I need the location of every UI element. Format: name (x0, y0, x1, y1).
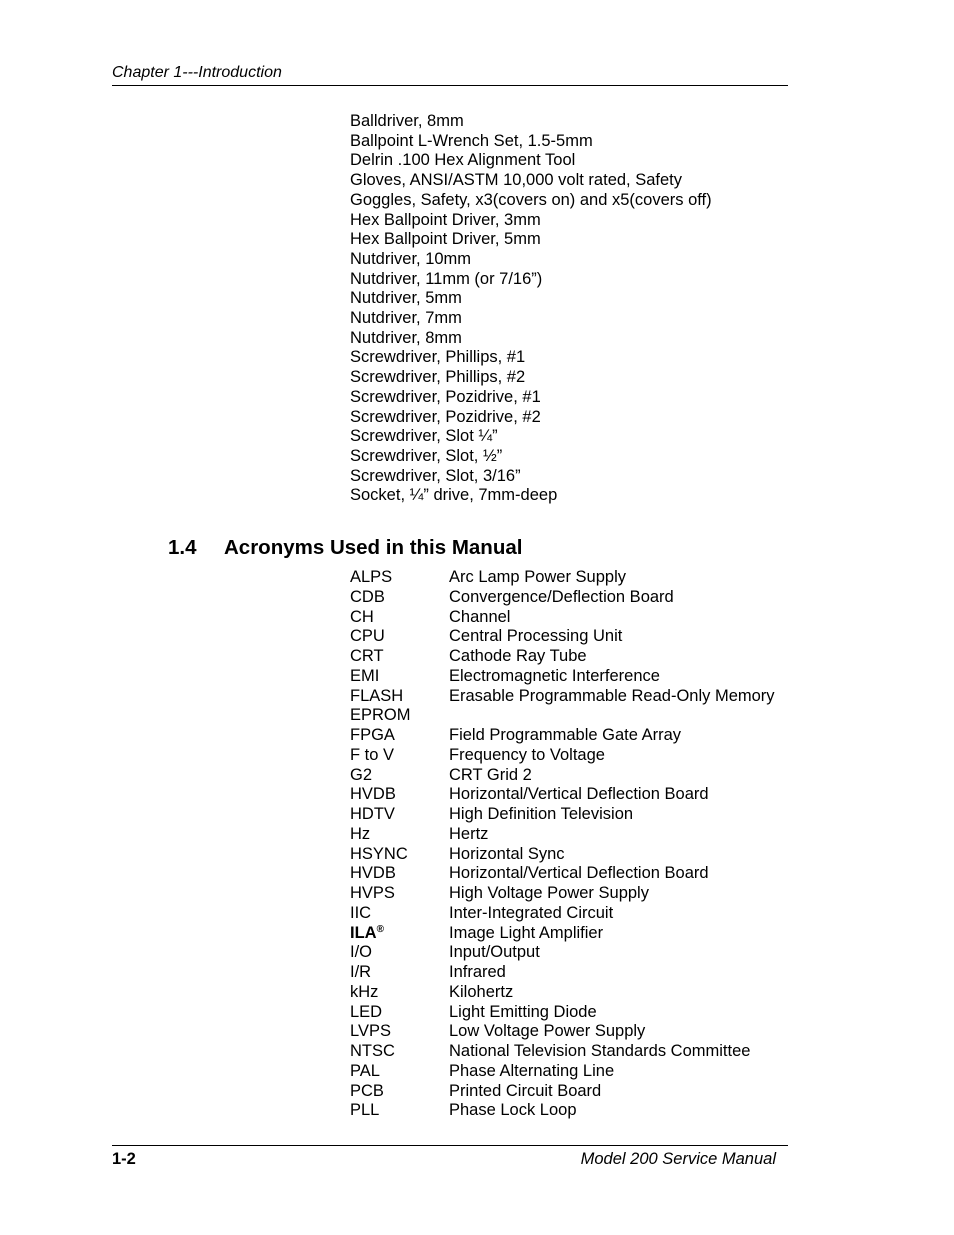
acronym-meaning: Arc Lamp Power Supply (449, 568, 626, 586)
acronym-abbr-text: HSYNC (350, 844, 408, 863)
acronym-meaning: High Voltage Power Supply (449, 884, 649, 902)
section-number: 1.4 (168, 536, 197, 559)
acronym-abbr-text: NTSC (350, 1042, 395, 1060)
acronym-meaning: Inter-Integrated Circuit (449, 903, 614, 922)
tool-item: Screwdriver, Phillips, #2 (350, 368, 526, 387)
acronym-meaning: CRT Grid 2 (449, 765, 532, 784)
acronym-meaning: Horizontal Sync (449, 844, 565, 863)
page-header (112, 63, 788, 86)
tool-item: Nutdriver, 11mm (or 7/16”) (350, 269, 543, 288)
acronym-abbr-text: HVDB (350, 785, 396, 804)
acronym-row (350, 805, 775, 825)
acronym-meaning: Field Programmable Gate Array (449, 726, 682, 744)
acronym-abbr-text: ALPS (350, 568, 393, 586)
acronym-abbr-text: FLASH (350, 686, 404, 705)
acronym-abbr (350, 904, 449, 924)
manual-title: Model 200 Service Manual (580, 1150, 776, 1168)
tool-item: Nutdriver, 8mm (350, 328, 462, 347)
tool-item: Nutdriver, 5mm (350, 289, 462, 308)
acronym-abbr-text: LVPS (350, 1022, 391, 1041)
acronym-abbr (350, 845, 449, 865)
acronym-meaning: High Definition Television (449, 805, 634, 823)
acronym-row (350, 726, 775, 746)
acronym-row (350, 647, 775, 667)
acronym-abbr (350, 983, 449, 1003)
acronym-row (350, 963, 775, 983)
acronym-meaning: Hertz (449, 824, 489, 843)
acronym-abbr-text: HVPS (350, 884, 395, 902)
acronym-row (350, 687, 775, 707)
acronym-row (350, 667, 775, 687)
acronym-abbr-text: PAL (350, 1061, 380, 1080)
acronym-meaning: Cathode Ray Tube (449, 647, 587, 665)
acronym-abbr (350, 1022, 449, 1042)
acronym-meaning: Phase Lock Loop (449, 1101, 577, 1120)
acronym-abbr-text: F to V (350, 745, 395, 764)
acronym-abbr (350, 588, 449, 608)
tool-item: Screwdriver, Slot, 3/16” (350, 466, 521, 485)
tool-item: Goggles, Safety, x3(covers on) and x5(covers off) (350, 190, 712, 209)
acronym-meaning: Frequency to Voltage (449, 745, 605, 764)
acronym-abbr (350, 943, 449, 963)
tool-item: Gloves, ANSI/ASTM 10,000 volt rated, Safety (350, 171, 682, 190)
tool-item: Nutdriver, 7mm (350, 309, 462, 328)
acronym-abbr (350, 568, 449, 588)
tool-item: Screwdriver, Slot, ½” (350, 446, 503, 465)
acronym-row (350, 608, 775, 628)
acronym-row (350, 1062, 775, 1082)
acronym-abbr-text: HVDB (350, 864, 396, 883)
acronym-abbr (350, 667, 449, 687)
acronym-abbr-text: PLL (350, 1101, 380, 1120)
acronym-abbr (350, 963, 449, 983)
acronym-meaning: Electromagnetic Interference (449, 666, 660, 685)
acronym-row (350, 1022, 775, 1042)
tool-item: Screwdriver, Pozidrive, #1 (350, 387, 541, 406)
acronym-row (350, 924, 775, 944)
acronym-row (350, 983, 775, 1003)
acronym-abbr (350, 864, 449, 884)
acronym-meaning: Horizontal/Vertical Deflection Board (449, 864, 709, 883)
acronym-abbr (350, 805, 449, 825)
acronym-meaning: National Television Standards Committee (449, 1042, 751, 1060)
acronym-meaning: Central Processing Unit (449, 627, 623, 646)
acronym-abbr (350, 726, 449, 746)
tool-item: Screwdriver, Phillips, #1 (350, 348, 526, 367)
acronym-abbr (350, 746, 449, 766)
acronym-meaning: Printed Circuit Board (449, 1081, 602, 1100)
acronym-abbr-text: EPROM (350, 706, 411, 725)
acronym-meaning: Erasable Programmable Read-Only Memory (449, 686, 775, 705)
page-footer (112, 1145, 788, 1170)
tool-item: Ballpoint L-Wrench Set, 1.5-5mm (350, 131, 593, 150)
acronym-meaning: Image Light Amplifier (449, 923, 604, 942)
acronym-meaning: Horizontal/Vertical Deflection Board (449, 785, 709, 804)
acronym-row (350, 627, 775, 647)
acronym-row (350, 706, 775, 726)
acronym-row (350, 766, 775, 786)
acronym-row (350, 884, 775, 904)
acronym-abbr-text: CH (350, 607, 374, 626)
tool-list (350, 112, 712, 506)
acronym-meaning: Channel (449, 607, 511, 626)
acronym-abbr-text: G2 (350, 765, 373, 784)
acronym-meaning: Infrared (449, 963, 506, 981)
acronym-row (350, 785, 775, 805)
acronym-abbr (350, 687, 449, 707)
chapter-title: Chapter 1---Introduction (112, 64, 282, 81)
acronym-abbr (350, 706, 449, 726)
acronym-abbr-text: ILA (350, 923, 377, 942)
acronym-meaning: Kilohertz (449, 982, 514, 1001)
acronym-row (350, 904, 775, 924)
acronym-abbr-text: FPGA (350, 726, 395, 744)
acronym-row (350, 864, 775, 884)
acronym-meaning: Phase Alternating Line (449, 1061, 615, 1080)
acronym-abbr (350, 1003, 449, 1023)
acronym-abbr (350, 608, 449, 628)
acronym-abbr (350, 825, 449, 845)
acronym-meaning: Input/Output (449, 943, 540, 962)
tool-item: Screwdriver, Slot ¼” (350, 427, 498, 446)
acronym-meaning: Convergence/Deflection Board (449, 587, 674, 606)
acronym-abbr-text: IIC (350, 903, 372, 922)
acronym-row (350, 943, 775, 963)
acronym-row (350, 588, 775, 608)
acronym-abbr-text: CRT (350, 647, 384, 665)
acronym-abbr-text: Hz (350, 824, 371, 843)
acronym-row (350, 825, 775, 845)
acronym-abbr-text: LED (350, 1002, 383, 1021)
tool-item: Balldriver, 8mm (350, 112, 464, 130)
acronym-abbr-text: EMI (350, 666, 380, 685)
tool-item: Socket, ¼” drive, 7mm-deep (350, 486, 558, 505)
tool-item: Hex Ballpoint Driver, 5mm (350, 230, 541, 249)
acronym-abbr (350, 1062, 449, 1082)
acronym-abbr (350, 785, 449, 805)
acronym-row (350, 1082, 775, 1102)
acronym-row (350, 1101, 775, 1121)
acronym-abbr (350, 766, 449, 786)
section-heading (168, 535, 522, 561)
acronym-row (350, 1003, 775, 1023)
acronym-abbr (350, 647, 449, 667)
acronym-abbr-text: CPU (350, 627, 385, 646)
acronym-row (350, 845, 775, 865)
acronym-abbr-text: PCB (350, 1081, 384, 1100)
tool-item: Nutdriver, 10mm (350, 249, 472, 268)
acronym-list (350, 568, 775, 1121)
acronym-abbr-text: I/O (350, 943, 373, 962)
acronym-abbr (350, 924, 449, 944)
page-number: 1-2 (112, 1150, 136, 1168)
acronym-meaning: Light Emitting Diode (449, 1002, 597, 1021)
acronym-abbr (350, 1042, 449, 1062)
tool-item: Screwdriver, Pozidrive, #2 (350, 407, 541, 426)
acronym-abbr-text: I/R (350, 963, 372, 981)
acronym-abbr (350, 1082, 449, 1102)
acronym-abbr-text: kHz (350, 982, 379, 1001)
acronym-abbr (350, 1101, 449, 1121)
section-title: Acronyms Used in this Manual (224, 536, 523, 559)
registered-mark: ® (376, 923, 384, 935)
acronym-row (350, 568, 775, 588)
acronym-abbr (350, 884, 449, 904)
tool-item: Hex Ballpoint Driver, 3mm (350, 210, 541, 229)
acronym-abbr-text: CDB (350, 587, 385, 606)
acronym-meaning: Low Voltage Power Supply (449, 1022, 646, 1041)
acronym-abbr (350, 627, 449, 647)
tool-item: Delrin .100 Hex Alignment Tool (350, 151, 576, 170)
acronym-row (350, 1042, 775, 1062)
acronym-row (350, 746, 775, 766)
acronym-abbr-text: HDTV (350, 805, 395, 823)
